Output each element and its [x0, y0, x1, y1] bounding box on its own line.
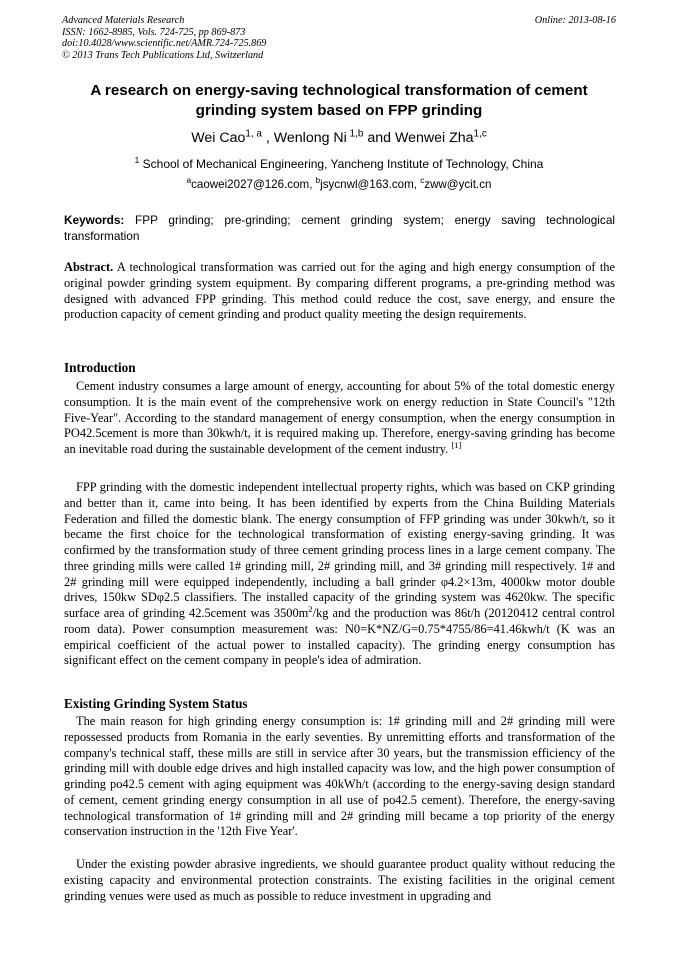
email-mark: b — [315, 176, 321, 186]
journal-name: Advanced Materials Research — [62, 15, 185, 26]
paragraph-text: FPP grinding with the domestic independent intellectual property rights, which was based on CKP grinding and better than it, came into being. It has been identified by experts from the China Building Materials Federation and filled the domestic blank. The energy consumption of FFP grinding was under 30kwh/t, so it became the first choice for the technological transformation of existing energy-saving grinding. It was confirmed by the transformation study of three cement grinding process lines in a large cement company. The three grinding mills were called 1# grinding mill, 2# grinding mill, and 3# grinding mill respectively. 1# and 2# grinding mill were equipped independently, including a ball grinder φ4.2×13m, 4000kw motor double drives, 150kw SDφ2.5 classifiers. The installed capacity of the grinding system was 4620kw. The specific surface area of grinding 42.5cement was 3500m — [64, 480, 615, 620]
citation-ref[interactable]: [1] — [451, 439, 462, 450]
paragraph-text: Under the existing powder abrasive ingredients, we should guarantee product quality without reducing the existing capacity and environmental protection constraints. The existing facilities in the original cement grinding venues were used as much as possible to reduce investment in upgrading and — [64, 857, 615, 903]
existing-paragraph-1 — [64, 714, 615, 840]
paragraph-text: The main reason for high grinding energy consumption is: 1# grinding mill and 2# grinding mill were repossessed products from Romania in the early seventies. By unremitting efforts and transformation of the company's technical staff, these mills are still in service after 30 years, but the transmission efficiency of the grinding mill with double edge drives and high installed capacity was low, and the high power consumption of grinding po42.5 cement with aging equipment was 40kWh/t (according to the energy-saving design standard of cement, cement grinding energy consumption in all use of po42.5 cement). Therefore, the energy-saving technological transformation of 1# grinding mill and 2# grinding mill became a top priority of the energy conservation instruction in the '12th Five Year'. — [64, 714, 615, 839]
author-list — [62, 129, 616, 147]
author-name: Wei Cao — [191, 130, 246, 146]
email-mark: c — [420, 176, 425, 186]
online-date: Online: 2013-08-16 — [534, 15, 616, 26]
author-affil-mark: 1,c — [473, 128, 487, 140]
keywords-text: FPP grinding; pre-grinding; cement grinding system; energy saving technological transformation — [64, 213, 615, 243]
paper-title: A research on energy-saving technological transformation of cement grinding system based on FPP grinding — [90, 82, 588, 119]
journal-issn: ISSN: 1662-8985, Vols. 724-725, pp 869-873 — [62, 26, 246, 38]
paragraph-text: Cement industry consumes a large amount of energy, accounting for about 5% of the total domestic energy consumption. It is the main event of the comprehensive work on energy reduction in State Council's "12th Five-Year". According to the standard management of energy consumption, when the energy consumption in PO42.5cement is more than 30kwh/t, it is required making up. Therefore, energy-saving grinding has become an inevitable road during the sustainable development of the cement industry. — [64, 379, 615, 456]
journal-copyright: © 2013 Trans Tech Publications Ltd, Switzerland — [62, 49, 264, 61]
existing-paragraph-2 — [64, 857, 615, 904]
abstract-label: Abstract. — [64, 260, 114, 274]
author-name: Wenlong Ni — [273, 130, 347, 146]
author-name: Wenwei Zha — [394, 130, 474, 146]
keywords-label: Keywords: — [64, 213, 125, 227]
paragraph-text: /kg and the production was 86t/h (20120412 central control room data). Power consumption measurement was: N0=K*NZ/G=0.75*4755/86=41.46kwh/t (K was an empirical coefficient of the actual power to installed capacity). The grinding energy consumption has significant effect on the cement company in people's idea of admiration. — [64, 606, 615, 668]
journal-header — [62, 15, 616, 61]
email-mark: a — [186, 176, 192, 186]
affiliation-mark: 1 — [134, 155, 140, 165]
affiliation-text: School of Mechanical Engineering, Yancheng Institute of Technology, China — [139, 157, 544, 171]
author-separator: , — [261, 130, 274, 146]
author-separator: and — [363, 130, 395, 146]
journal-doi: doi:10.4028/www.scientific.net/AMR.724-725.869 — [62, 38, 267, 50]
email-link[interactable]: caowei2027@126.com, — [191, 178, 316, 191]
author-affil-mark: 1,b — [346, 128, 364, 140]
keywords — [64, 213, 615, 244]
email-link[interactable]: jsycnwl@163.com, — [320, 178, 421, 191]
author-affil-mark: 1, a — [245, 128, 262, 140]
abstract-text: A technological transformation was carried out for the aging and high energy consumption of the original powder grinding system equipment. By comparing different programs, a pre-grinding method was designed with advanced FPP grinding. This method could reduce the cost, save energy, and ensure the production capacity of cement grinding and product quality meeting the design requirements. — [64, 260, 615, 322]
abstract — [64, 260, 615, 323]
section-heading-existing: Existing Grinding System Status — [64, 696, 248, 711]
section-heading-introduction: Introduction — [64, 360, 136, 375]
email-link[interactable]: zww@ycit.cn — [424, 178, 492, 191]
intro-paragraph-1 — [64, 379, 615, 458]
superscript: 2 — [308, 603, 313, 614]
affiliation — [62, 156, 616, 172]
author-emails — [62, 177, 616, 193]
intro-paragraph-2 — [64, 480, 615, 669]
